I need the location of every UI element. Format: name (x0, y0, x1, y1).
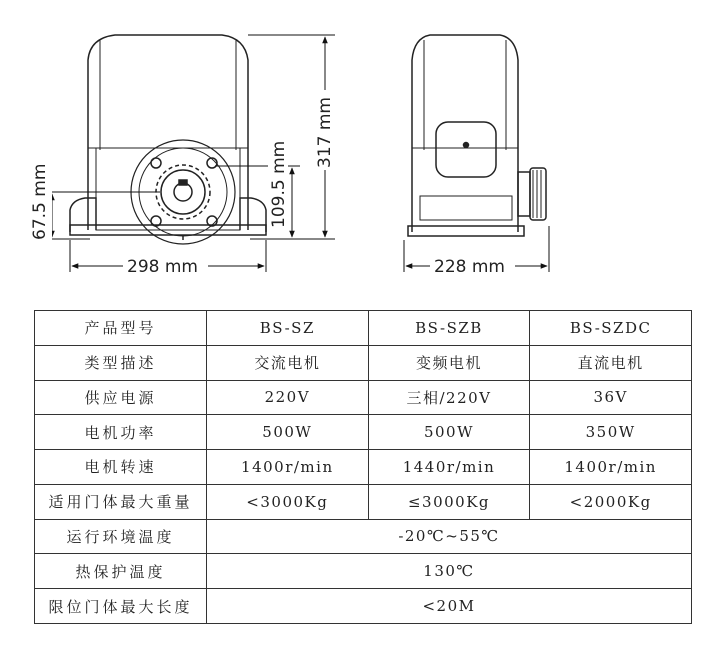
table-row (35, 484, 692, 519)
technical-drawing (0, 0, 721, 300)
table-cell: 500W (368, 415, 530, 450)
table-cell: BS-SZ (207, 311, 369, 346)
table-cell: 直流电机 (530, 345, 692, 380)
table-row (35, 589, 692, 624)
row-label: 供应电源 (35, 380, 207, 415)
row-label: 电机功率 (35, 415, 207, 450)
table-row (35, 345, 692, 380)
table-row (35, 554, 692, 589)
table-cell: BS-SZB (368, 311, 530, 346)
table-cell: 220V (207, 380, 369, 415)
table-cell: 交流电机 (207, 345, 369, 380)
table-cell: BS-SZDC (530, 311, 692, 346)
table-cell-merged: <20M (207, 589, 692, 624)
table-cell: 500W (207, 415, 369, 450)
row-label: 电机转速 (35, 450, 207, 485)
table-cell: 1400r/min (207, 450, 369, 485)
table-cell: ≤3000Kg (368, 484, 530, 519)
table-row (35, 450, 692, 485)
table-cell: 1440r/min (368, 450, 530, 485)
table-cell-merged: 130℃ (207, 554, 692, 589)
table-cell: 三相/220V (368, 380, 530, 415)
table-cell: <3000Kg (207, 484, 369, 519)
dim-label-298: 298 mm (127, 257, 198, 277)
row-label: 运行环境温度 (35, 519, 207, 554)
spec-table (34, 310, 692, 624)
table-cell: 变频电机 (368, 345, 530, 380)
dim-label-109-5: 109.5 mm (269, 140, 289, 228)
table-cell: 36V (530, 380, 692, 415)
table-cell: 350W (530, 415, 692, 450)
table-cell-merged: -20℃~55℃ (207, 519, 692, 554)
dim-label-228: 228 mm (434, 257, 505, 277)
row-label: 产品型号 (35, 311, 207, 346)
row-label: 类型描述 (35, 345, 207, 380)
table-cell: 1400r/min (530, 450, 692, 485)
table-row (35, 311, 692, 346)
dim-label-67-5: 67.5 mm (30, 163, 50, 240)
table-row (35, 519, 692, 554)
front-view-motor (70, 35, 266, 244)
table-row (35, 380, 692, 415)
row-label: 热保护温度 (35, 554, 207, 589)
table-cell: <2000Kg (530, 484, 692, 519)
dim-label-317: 317 mm (315, 97, 335, 168)
table-row (35, 415, 692, 450)
row-label: 适用门体最大重量 (35, 484, 207, 519)
side-view-motor (408, 35, 546, 236)
row-label: 限位门体最大长度 (35, 589, 207, 624)
